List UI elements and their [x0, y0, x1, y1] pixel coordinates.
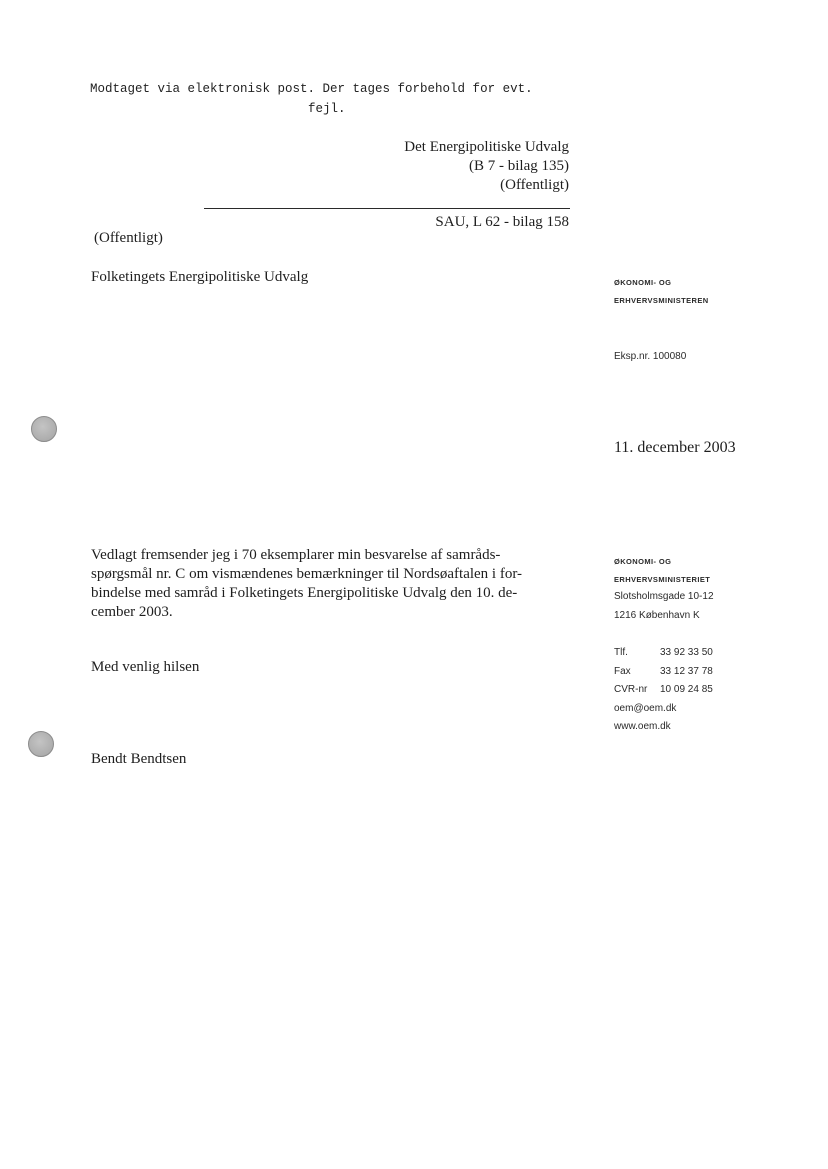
committee-name: Det Energipolitiske Udvalg: [404, 139, 569, 155]
greeting: Med venlig hilsen: [91, 659, 200, 675]
body-line-4: cember 2003.: [91, 604, 173, 620]
contact-fax-value: 33 12 37 78: [660, 665, 713, 677]
body-line-3: bindelse med samråd i Folketingets Energipolitiske Udvalg den 10. de-: [91, 585, 518, 601]
contact-list: [614, 644, 713, 737]
contact-fax-label: Fax: [614, 665, 631, 677]
contact-cvr-label: CVR-nr: [614, 684, 648, 695]
body-line-1: Vedlagt fremsender jeg i 70 eksemplarer min besvarelse af samråds-: [91, 547, 501, 563]
signature: Bendt Bendtsen: [91, 751, 187, 767]
public-label-right: (Offentligt): [500, 177, 569, 193]
punch-hole-bottom: [28, 731, 54, 757]
contact-cvr-value: 10 09 24 85: [660, 684, 713, 695]
punch-hole-top: [31, 416, 57, 442]
contact-phone-label: Tlf.: [614, 647, 628, 658]
ministry-logo-line1: ØKONOMI- OG: [614, 278, 672, 287]
body-paragraph: [91, 546, 522, 622]
letter-date: 11. december 2003: [614, 439, 736, 456]
reference-divider: [204, 208, 570, 209]
ministry-side-line2: ERHVERVSMINISTERIET: [614, 575, 711, 584]
bilag-reference: (B 7 - bilag 135): [469, 158, 569, 174]
ministry-logo-line2: ERHVERVSMINISTEREN: [614, 296, 709, 305]
sau-reference: SAU, L 62 - bilag 158: [435, 214, 569, 230]
contact-fax: [614, 663, 713, 682]
ministry-city: 1216 København K: [614, 610, 700, 621]
contact-phone-value: 33 92 33 50: [660, 647, 713, 658]
expedition-number: Eksp.nr. 100080: [614, 351, 687, 362]
contact-phone: [614, 644, 713, 663]
received-notice-line1: Modtaget via elektronisk post. Der tages forbehold for evt.: [90, 82, 533, 96]
body-line-2: spørgsmål nr. C om vismændenes bemærkninger til Nordsøaftalen i for-: [91, 566, 523, 582]
ministry-side-line1: ØKONOMI- OG: [614, 557, 672, 566]
received-notice-line2: fejl.: [308, 102, 346, 116]
public-label-left: (Offentligt): [94, 230, 163, 246]
contact-website[interactable]: www.oem.dk: [614, 721, 671, 732]
ministry-street: Slotsholmsgade 10-12: [614, 591, 714, 602]
contact-cvr: [614, 681, 713, 700]
recipient: Folketingets Energipolitiske Udvalg: [91, 269, 309, 285]
contact-email[interactable]: oem@oem.dk: [614, 702, 677, 714]
